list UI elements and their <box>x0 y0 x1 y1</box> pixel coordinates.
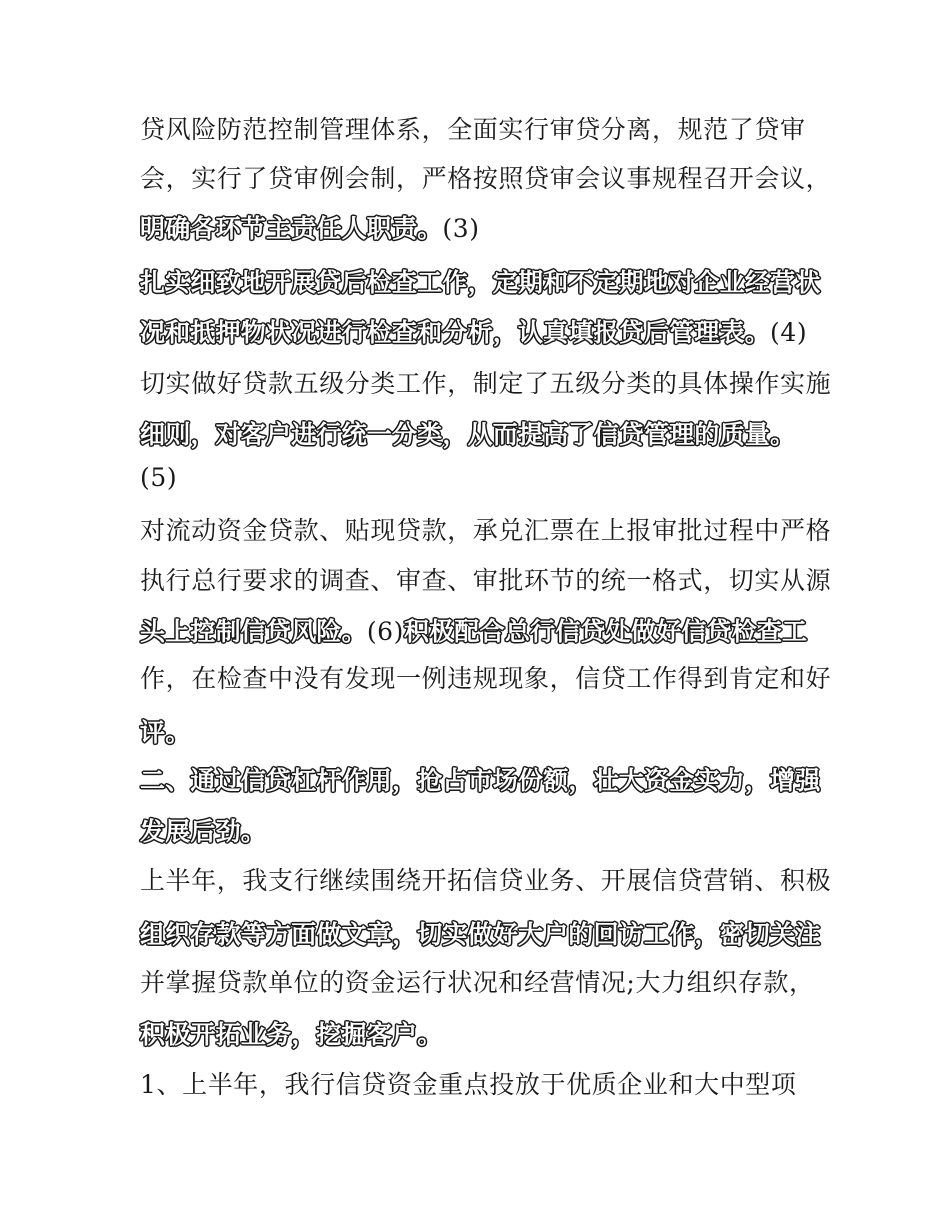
paragraph-line-10 <box>140 566 831 596</box>
section-heading: 发展后劲。 <box>140 817 267 846</box>
section-heading: 二、通过信贷杠杆作用，抢占市场份额，壮大资金实力，增强 <box>140 766 821 795</box>
paragraph-line-16 <box>140 968 815 998</box>
section-heading-line-1 <box>140 766 820 796</box>
paragraph-line-2 <box>140 164 831 194</box>
line-text-outlined: 积极开拓业务，挖掘客户。 <box>140 1020 443 1049</box>
line-text: 并掌握贷款单位的资金运行状况和经营情况;大力组织存款， <box>140 968 815 997</box>
paragraph-line-12 <box>140 664 831 694</box>
line-text-outlined: 扎实细致地开展贷后检查工作，定期和不定期地对企业经营状 <box>140 268 821 297</box>
line-text-outlined: 评。 <box>140 718 191 747</box>
paragraph-line-11 <box>140 617 807 647</box>
line-text: 执行总行要求的调查、审查、审批环节的统一格式，切实从源 <box>140 566 832 595</box>
line-text-outlined: 头上控制信贷风险。 <box>140 617 367 646</box>
line-text: 切实做好贷款五级分类工作，制定了五级分类的具体操作实施 <box>140 369 832 398</box>
paragraph-line-6 <box>140 369 831 399</box>
line-text-outlined: 组织存款等方面做文章，切实做好大户的回访工作，密切关注 <box>140 920 821 949</box>
line-text-outlined: 细则，对客户进行统一分类，从而提高了信贷管理的质量。 <box>140 420 796 449</box>
line-text: 对流动资金贷款、贴现贷款，承兑汇票在上报审批过程中严格 <box>140 516 832 545</box>
line-text: 作，在检查中没有发现一例违规现象，信贷工作得到肯定和好 <box>140 664 832 693</box>
paragraph-line-4 <box>140 268 820 298</box>
line-text-number: (3) <box>442 214 480 243</box>
line-text: 贷风险防范控制管理体系，全面实行审贷分离，规范了贷审 <box>140 115 806 144</box>
paragraph-line-1 <box>140 115 806 145</box>
paragraph-line-5 <box>140 318 807 348</box>
paragraph-line-9 <box>140 516 831 546</box>
paragraph-line-15 <box>140 920 820 950</box>
paragraph-line-13 <box>140 718 190 748</box>
line-text-number: (5) <box>140 463 178 492</box>
line-text-outlined: 积极配合总行信贷处做好信贷检查工 <box>404 617 808 646</box>
paragraph-line-8 <box>140 463 177 493</box>
line-text: 上半年，我支行继续围绕开拓信贷业务、开展信贷营销、积极 <box>140 866 832 895</box>
line-text-number: (4) <box>770 318 808 347</box>
line-text-outlined: 况和抵押物状况进行检查和分析，认真填报贷后管理表。 <box>140 318 771 347</box>
paragraph-line-14 <box>140 866 831 896</box>
paragraph-line-3 <box>140 214 480 244</box>
line-text: 会，实行了贷审例会制，严格按照贷审会议事规程召开会议， <box>140 164 832 193</box>
line-text-outlined: 明确各环节主责任人职责。 <box>140 214 443 243</box>
paragraph-line-17 <box>140 1020 442 1050</box>
line-text-number: (6) <box>366 617 405 646</box>
line-text: 1、上半年，我行信贷资金重点投放于优质企业和大中型项 <box>140 1070 797 1099</box>
section-heading-line-2 <box>140 817 266 847</box>
paragraph-line-7 <box>140 420 795 450</box>
paragraph-line-18 <box>140 1070 797 1100</box>
